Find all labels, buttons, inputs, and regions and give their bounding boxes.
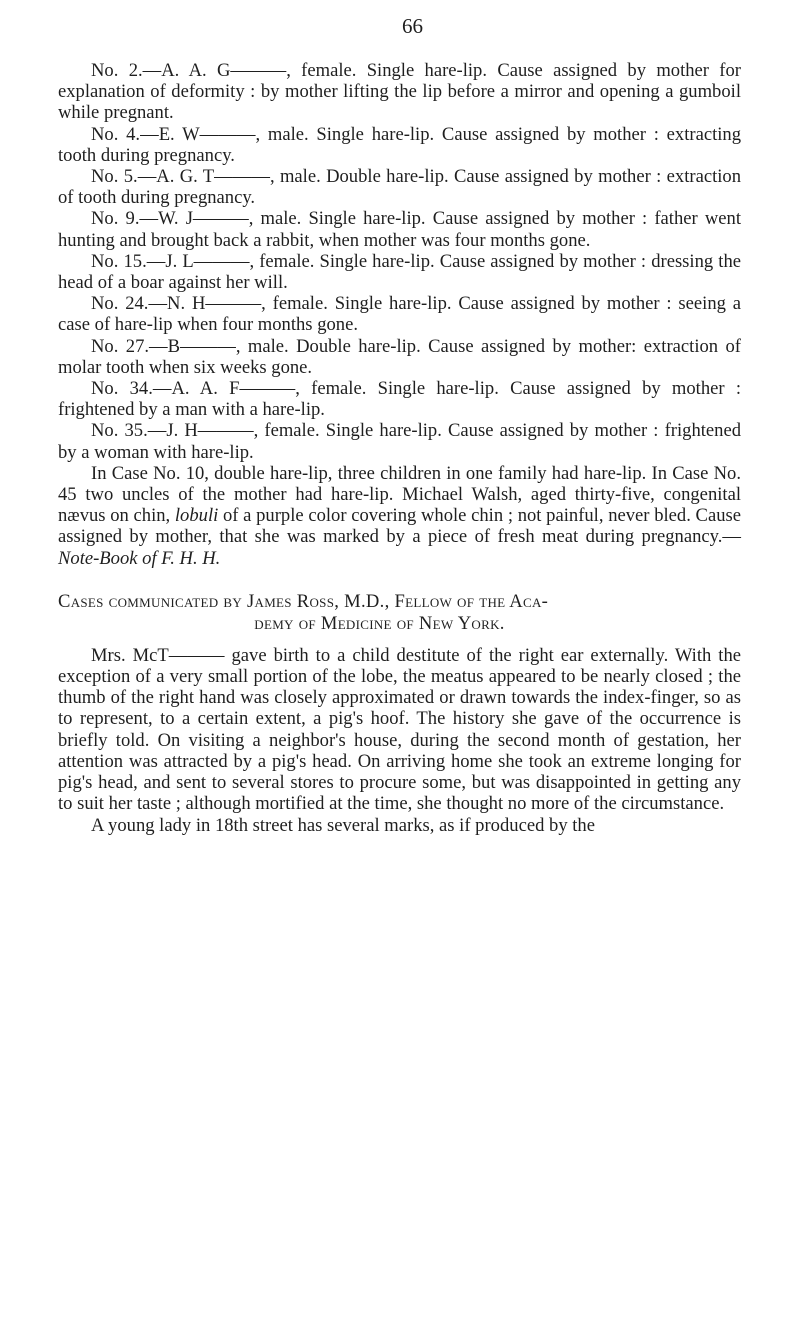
case-text: —A. A. G———, female. Single hare-lip. Cause assigned by mother for explanation of deformity : by mother lifting the lip before a mirror and opening a gumboil while pregnant.	[58, 60, 741, 124]
citation: Note-Book of F. H. H.	[58, 547, 221, 569]
case-text: —A. A. F———, female. Single hare-lip. Cause assigned by mother : frightened by a man with a hare-lip.	[58, 378, 741, 421]
case-text: —W. J———, male. Single hare-lip. Cause assigned by mother : father went hunting and brought back a rabbit, when mother was four months gone.	[58, 208, 741, 251]
case-text: —J. L———, female. Single hare-lip. Cause assigned by mother : dressing the head of a boar against her will.	[58, 250, 742, 294]
note-text-middle: of a purple color covering whole chin ; not painful, never bled. Cause assigned by mother, that she was marked by a piece of fresh meat during pregnancy.—	[58, 505, 741, 548]
case-text: —N. H———, female. Single hare-lip. Cause assigned by mother : seeing a case of hare-lip when four months gone.	[58, 293, 741, 336]
case-number: No. 9.	[91, 208, 140, 230]
case-number: No. 2.	[91, 60, 143, 81]
case-entry	[58, 293, 741, 335]
section-heading-line-2: demy of Medicine of New York.	[254, 612, 505, 634]
case-number: No. 15.	[91, 250, 147, 272]
case-number: No. 27.	[91, 335, 150, 357]
case-entry	[58, 60, 741, 124]
section-heading	[58, 591, 741, 635]
case-entry	[58, 420, 741, 462]
body-paragraph: A young lady in 18th street has several marks, as if produced by the	[91, 814, 595, 836]
case-entry	[58, 166, 741, 208]
case-number: No. 5.	[91, 166, 138, 188]
note-text-before: In Case No. 10, double hare-lip, three children in one family had hare-lip. In Case No. 45 two uncles of the mother had hare-lip. Michael Walsh, aged thirty-five, congenital nævus on chin,	[58, 462, 741, 527]
case-entry	[58, 208, 741, 250]
case-text: —E. W———, male. Single hare-lip. Cause assigned by mother : extracting tooth during pregnancy.	[58, 123, 742, 166]
section-heading-line-1: Cases communicated by James Ross, M.D., Fellow of the Aca-	[58, 590, 549, 612]
italic-term: lobuli	[174, 505, 219, 527]
case-number: No. 35.	[91, 420, 148, 442]
case-entry	[58, 378, 741, 420]
case-number: No. 34.	[91, 378, 153, 400]
page-number: 66	[402, 14, 423, 38]
document-page	[58, 14, 741, 836]
case-number: No. 24.	[91, 293, 149, 315]
body-paragraph: Mrs. McT——— gave birth to a child destitute of the right ear externally. With the exception of a very small portion of the lobe, the meatus appeared to be nearly closed ; the thumb of the right hand was closely approximated or drawn towards the index-finger, so as to represent, to a certain extent, a pig's hoof. The history she gave of the occurrence is briefly told. On visiting a neighbor's house, during the second month of gestation, her attention was attracted by a pig's head. On arriving home she took an extreme longing for pig's head, and sent to several stores to procure some, but was disappointed in getting any to suit her taste ; although mortified at the time, she thought no more of the circumstance.	[58, 644, 741, 815]
case-entry	[58, 124, 741, 166]
note-paragraph	[58, 463, 741, 569]
case-entry	[58, 336, 741, 378]
case-number: No. 4.	[91, 123, 141, 145]
case-text: —A. G. T———, male. Double hare-lip. Cause assigned by mother : extraction of tooth during pregnancy.	[58, 166, 742, 209]
case-text: —J. H———, female. Single hare-lip. Cause assigned by mother : frightened by a woman with hare-lip.	[58, 420, 742, 463]
case-entry	[58, 251, 741, 293]
case-text: —B———, male. Double hare-lip. Cause assigned by mother: extraction of molar tooth when six weeks gone.	[58, 335, 741, 378]
